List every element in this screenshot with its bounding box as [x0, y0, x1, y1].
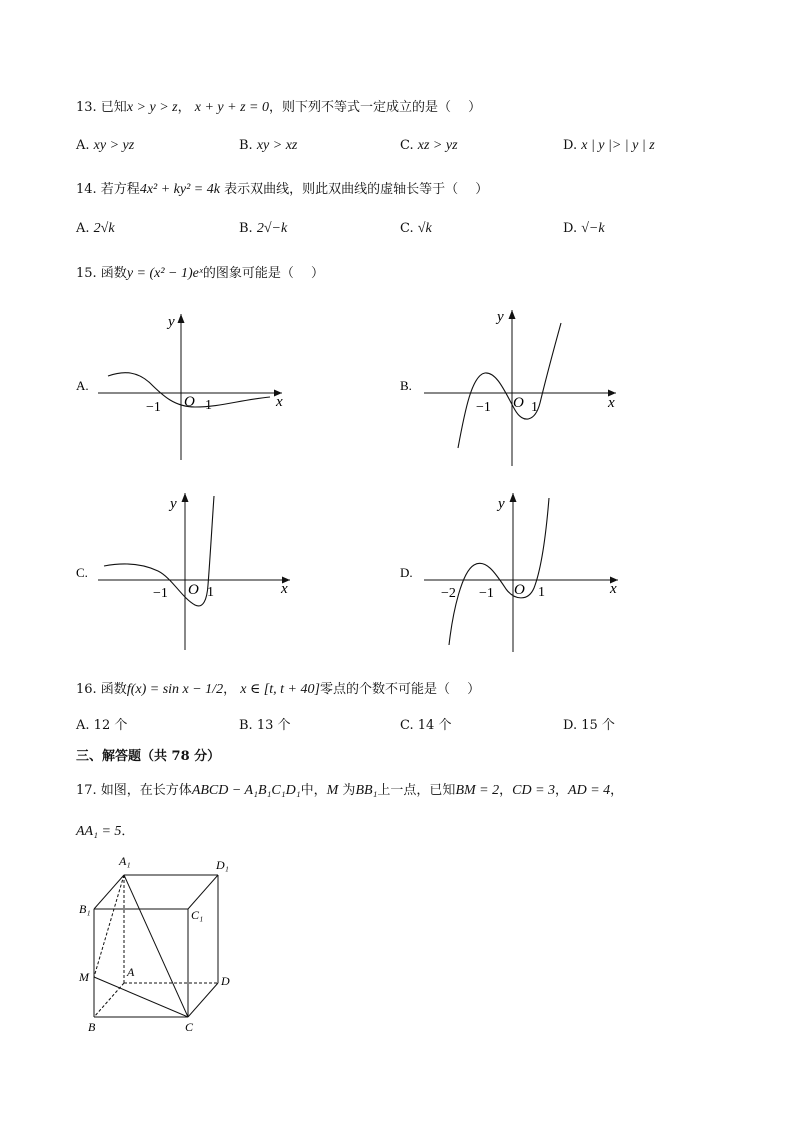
graph-b-y-label: y — [497, 309, 504, 325]
graph-a-y-label: y — [168, 314, 175, 330]
q16-domain: x ∈ [t, t + 40] — [240, 682, 320, 697]
q13-number: 13. 已知 — [76, 100, 127, 115]
graph-b-tick-1: 1 — [531, 400, 538, 415]
q15-graphs — [0, 300, 794, 700]
graph-c-tick-neg1: −1 — [153, 586, 168, 601]
q14-option-a: A. 2√k — [76, 221, 115, 236]
graph-b-curve — [458, 323, 561, 448]
q17-cuboid-figure — [70, 845, 270, 1045]
label-a1: A₁ — [119, 854, 131, 868]
label-c1: C₁ — [191, 908, 204, 922]
graph-d-y-label: y — [498, 496, 505, 512]
q13-condition-1: x > y > z — [126, 100, 178, 115]
section-3-heading: 三、解答题（共 78 分） — [76, 749, 221, 764]
q14-option-b: B. 2√−k — [239, 221, 288, 236]
label-a: A — [127, 965, 135, 979]
graph-b-label: B. — [400, 378, 412, 393]
q13-question: ，则下列不等式一定成立的是（ ） — [268, 100, 482, 115]
q15-function: y = (x² − 1)eˣ — [126, 266, 203, 281]
label-d: D — [221, 974, 230, 988]
label-d1: D₁ — [216, 858, 229, 872]
graph-a-x-label: x — [276, 394, 283, 410]
graph-c-origin: O — [188, 582, 199, 598]
graph-d-label: D. — [400, 565, 413, 580]
q16-function: f(x) = sin x − 1/2 — [126, 682, 224, 697]
graph-a-tick-neg1: −1 — [146, 400, 161, 415]
graph-d-tick-neg1: −1 — [479, 586, 494, 601]
q14-equation: 4x² + ky² = 4k — [139, 182, 220, 197]
graph-d-tick-neg2: −2 — [441, 586, 456, 601]
label-b1: B₁ — [79, 902, 91, 916]
q16-stem: 16. 函数f(x) = sin x − 1/2， x ∈ [t, t + 40]零点的个数不可能是（ ） — [76, 682, 481, 697]
q16-option-c: C. 14 个 — [400, 718, 452, 733]
q13-option-b: B. xy > xz — [239, 138, 298, 153]
graph-d-curve — [449, 498, 549, 645]
graph-a-label: A. — [76, 378, 89, 393]
q16-option-b: B. 13 个 — [239, 718, 291, 733]
q17-stem: 17. 如图，在长方体ABCD − A₁B₁C₁D₁中，M 为BB₁上一点，已知BM = 2，CD = 3，AD = 4， — [76, 783, 624, 798]
q14-stem: 14. 若方程4x² + ky² = 4k 表示双曲线，则此双曲线的虚轴长等于（ ） — [76, 182, 489, 197]
graph-b-origin: O — [513, 395, 524, 411]
graph-a-origin: O — [184, 394, 195, 410]
graph-d-origin: O — [514, 582, 525, 598]
q13-option-d: D. x | y |> | y | z — [563, 138, 655, 153]
graph-b-x-label: x — [608, 395, 615, 411]
graph-c-label: C. — [76, 565, 88, 580]
graph-c-x-label: x — [281, 581, 288, 597]
q13-stem: 13. 已知x > y > z， x + y + z = 0，则下列不等式一定成立的是（ ） — [76, 100, 482, 115]
label-c: C — [185, 1020, 194, 1034]
graph-c — [76, 493, 290, 650]
q13-option-c: C. xz > yz — [400, 138, 458, 153]
graph-d-tick-1: 1 — [538, 585, 545, 600]
q13-condition-2: x + y + z = 0 — [194, 100, 269, 115]
graph-a-tick-1: 1 — [205, 398, 212, 413]
label-m: M — [79, 970, 89, 984]
graph-c-y-label: y — [170, 496, 177, 512]
graph-c-tick-1: 1 — [207, 585, 214, 600]
q14-option-d: D. √−k — [563, 221, 605, 236]
graph-b — [400, 309, 616, 466]
label-b: B — [88, 1020, 96, 1034]
q13-option-a: A. xy > yz — [76, 138, 135, 153]
q17-stem-cont: AA₁ = 5． — [76, 824, 135, 839]
graph-b-tick-neg1: −1 — [476, 400, 491, 415]
graph-d — [400, 493, 618, 652]
q14-option-c: C. √k — [400, 221, 432, 236]
graph-a — [76, 314, 283, 460]
q16-option-a: A. 12 个 — [76, 718, 128, 733]
q15-stem: 15. 函数y = (x² − 1)eˣ的图象可能是（ ） — [76, 266, 324, 281]
q16-option-d: D. 15 个 — [563, 718, 615, 733]
graph-d-x-label: x — [610, 581, 617, 597]
